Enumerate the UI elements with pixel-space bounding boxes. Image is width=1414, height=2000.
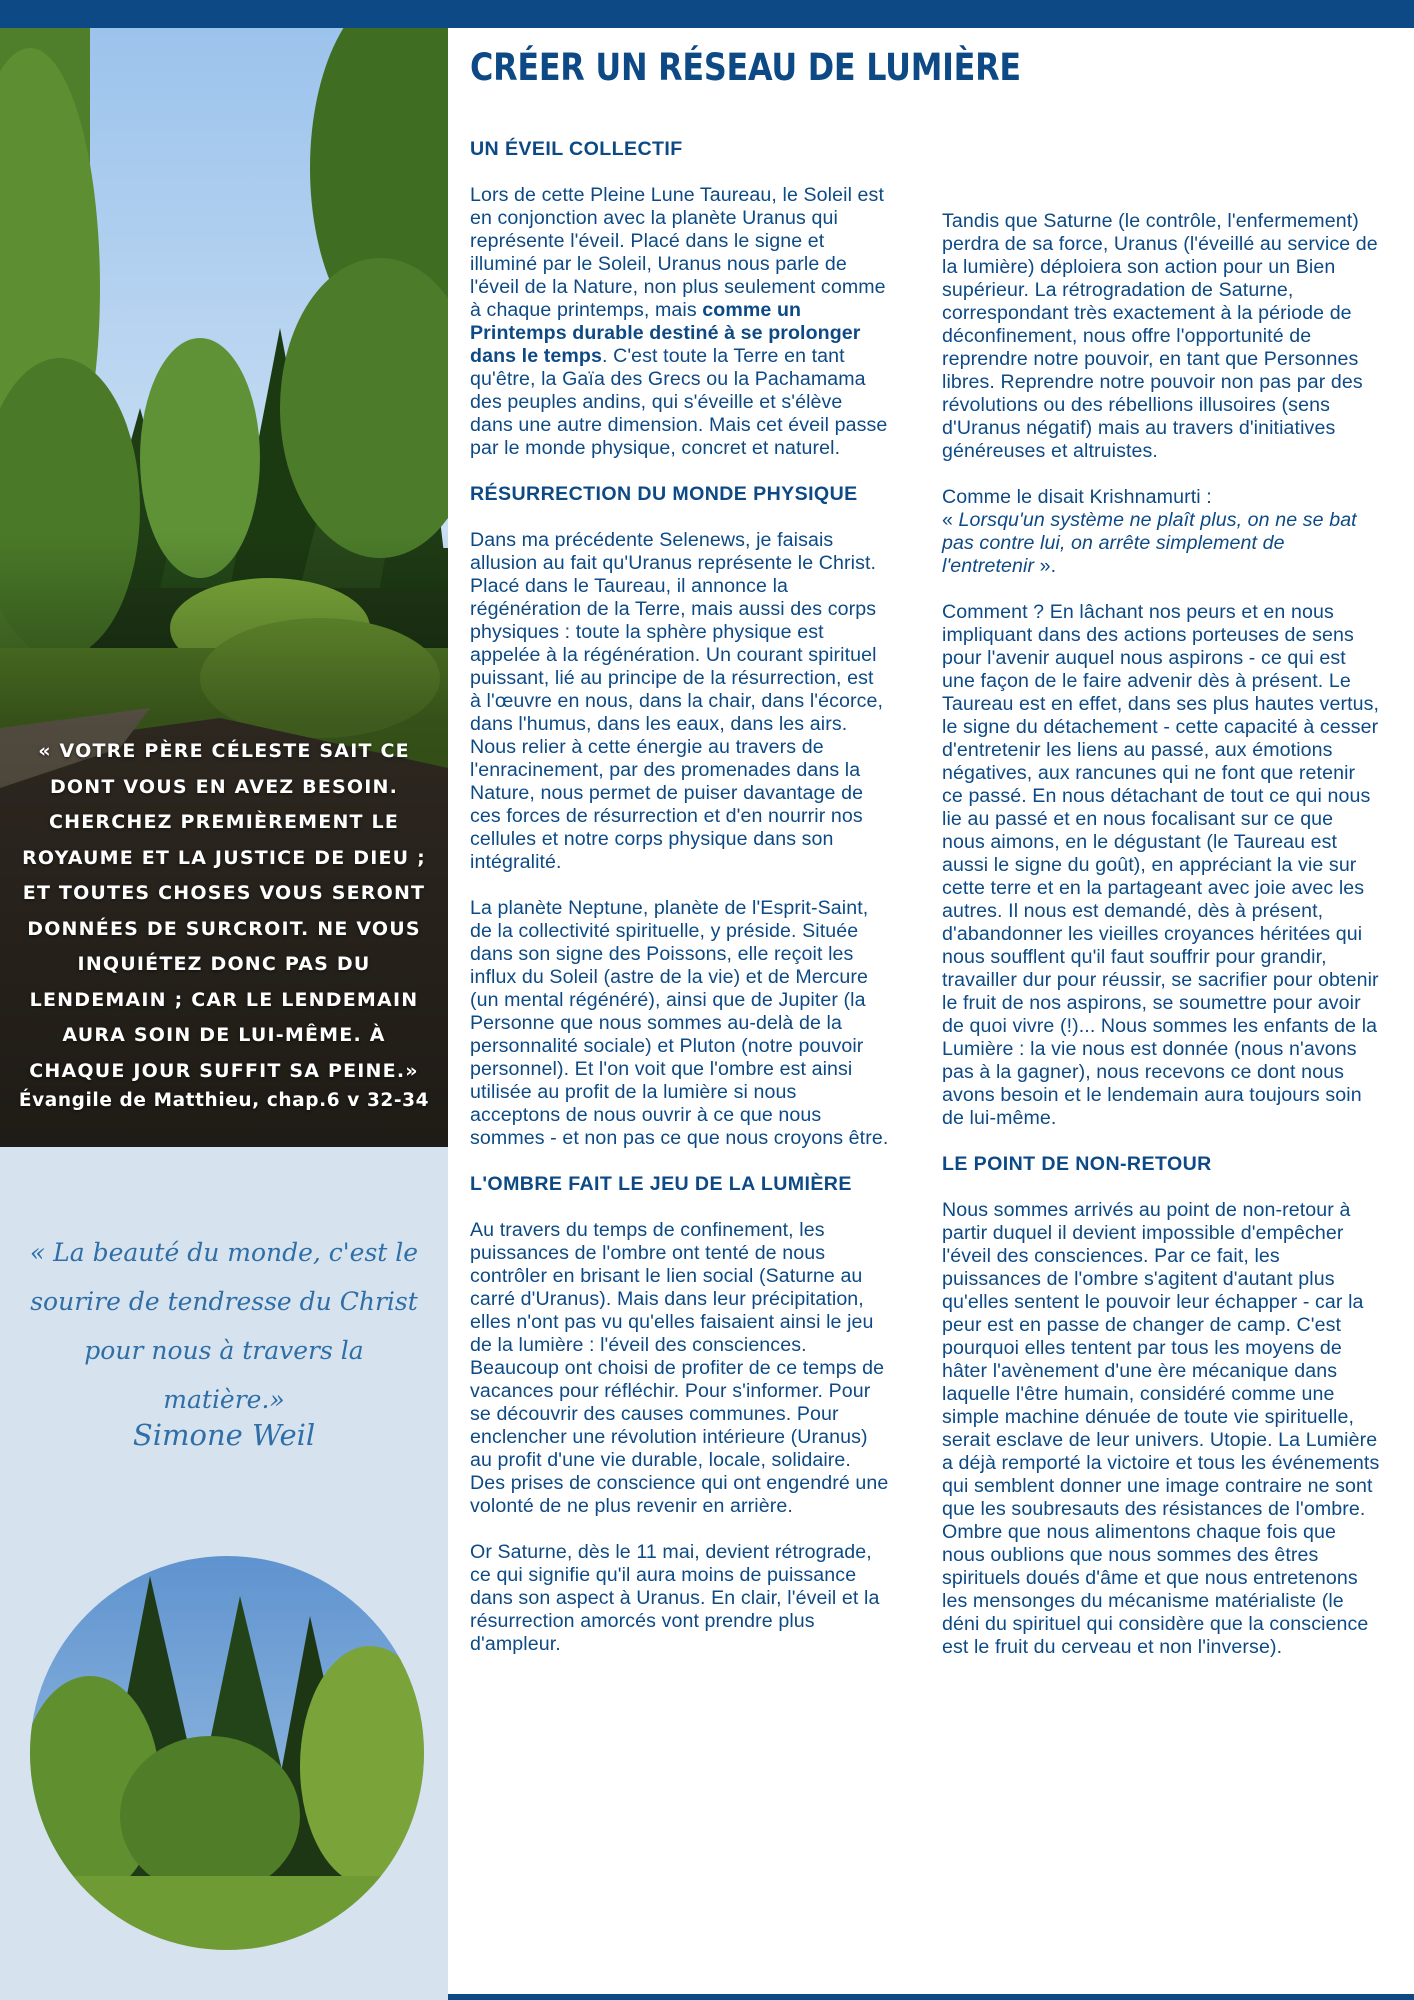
- section-heading-resurrection: RÉSURRECTION DU MONDE PHYSIQUE: [470, 483, 858, 505]
- sidebar: [0, 28, 448, 2000]
- paragraph-emphasis: comme un Printemps durable destiné à se prolonger dans le temps: [470, 299, 861, 367]
- bottom-line: [448, 1994, 1414, 2000]
- trees-circle-photo: [30, 1556, 424, 1950]
- paragraph-text: . C'est toute la Terre en tant qu'être, la Gaïa des Grecs ou la Pachamama des peuples andins, qui s'éveille et s'élève dans une autre dimension. Mais cet éveil passe par le monde physique, concret et naturel.: [470, 345, 888, 459]
- section-heading-eveil-collectif: UN ÉVEIL COLLECTIF: [470, 138, 683, 160]
- paragraph: Au travers du temps de confinement, les puissances de l'ombre ont tenté de nous contrôler en brisant le lien social (Saturne au carré d'Uranus). Mais dans leur précipitation, elles n'ont pas vu qu'elles faisaient ainsi le jeu de la lumière : l'éveil des consciences. Beaucoup ont choisi de profiter de ce temps de vacances pour réfléchir. Pour s'informer. Pour se découvrir des causes communes. Pour enclencher une révolution intérieure (Uranus) au profit d'une vie durable, locale, solidaire. Des prises de conscience qui ont engendré une volonté de ne plus revenir en arrière.: [470, 1219, 889, 1517]
- quote-mark: «: [942, 509, 959, 531]
- paragraph: Or Saturne, dès le 11 mai, devient rétrograde, ce qui signifie qu'il aura moins de puissance dans son aspect à Uranus. En clair, l'éveil et la résurrection amorcés vont prendre plus d'ampleur.: [470, 1541, 880, 1655]
- article-column-left: [470, 138, 890, 1679]
- weil-quote: « La beauté du monde, c'est le sourire de tendresse du Christ pour nous à travers la matière.»: [29, 1238, 419, 1414]
- section-heading-ombre: L'OMBRE FAIT LE JEU DE LA LUMIÈRE: [470, 1173, 852, 1195]
- top-bar: [0, 0, 1414, 28]
- paragraph: Comment ? En lâchant nos peurs et en nous impliquant dans des actions porteuses de sens pour l'avenir auquel nous aspirons - ce qui est une façon de le faire advenir dès à présent. Le Taureau est en effet, dans ses plus hautes vertus, le signe du détachement - cette capacité à cesser d'entretenir les liens au passé, aux émotions négatives, aux rancunes qui ne font que retenir ce passé. En nous détachant de tout ce qui nous lie au passé et en nous focalisant sur ce que nous aimons, en le dégustant (le Taureau est aussi le signe du goût), en appréciant la vie sur cette terre et en la partageant avec joie avec les autres. Il nous est demandé, dès à présent, d'abandonner les vieilles croyances héritées qui nous soufflent qu'il faut souffrir pour grandir, travailler dur pour réussir, se sacrifier pour obtenir le fruit de nos aspirons, se soumettre pour avoir de quoi vivre (!)... Nous sommes les enfants de la Lumière : la vie nous est donnée (nous n'avons pas à la gagner), nous recevons ce dont nous avons besoin et le lendemain aura toujours soin de lui-même.: [942, 601, 1380, 1129]
- paragraph: Dans ma précédente Selenews, je faisais allusion au fait qu'Uranus représente le Christ. Placé dans le Taureau, il annonce la régénération de la Terre, mais aussi des corps physiques : toute la sphère physique est appelée à la régénération. Un courant spirituel puissant, lié au principe de la résurrection, est à l'œuvre en nous, dans la chair, dans l'écorce, dans l'humus, dans les eaux, dans les airs. Nous relier à cette énergie au travers de l'enracinement, par des promenades dans la Nature, nous permet de puiser davantage de ces forces de résurrection et d'en nourrir nos cellules et notre corps physique dans son intégralité.: [470, 529, 884, 873]
- weil-quote-author: Simone Weil: [132, 1418, 316, 1452]
- quote-text: Lorsqu'un système ne plaît plus, on ne se bat pas contre lui, on arrête simplement de l'entretenir: [942, 509, 1357, 577]
- quote-mark: ».: [1034, 555, 1057, 577]
- article-column-right: [942, 210, 1380, 1682]
- paragraph-text: Lors de cette Pleine Lune Taureau, le Soleil est en conjonction avec la planète Uranus qui représente l'éveil. Placé dans le signe et illuminé par le Soleil, Uranus nous parle de l'éveil de la Nature, non plus seulement comme à chaque printemps, mais: [470, 184, 886, 321]
- krishnamurti-quote: [942, 486, 1380, 578]
- gospel-verse-reference: Évangile de Matthieu, chap.6 v 32-34: [18, 1090, 430, 1111]
- paragraph: Nous sommes arrivés au point de non-retour à partir duquel il devient impossible d'empêcher l'éveil des consciences. Par ce fait, les puissances de l'ombre s'agitent d'autant plus qu'elles sentent le pouvoir leur échapper - car la peur est en passe de changer de camp. C'est pourquoi elles tentent par tous les moyens de hâter l'avènement d'une ère mécanique dans laquelle l'être humain, considéré comme une simple machine dénuée de toute vie spirituelle, serait esclave de leur univers. Utopie. La Lumière a déjà remporté la victoire et tous les événements qui semblent donner une image contraire ne sont que les soubresauts des résistances de l'ombre. Ombre que nous alimentons chaque fois que nous oublions que nous sommes des êtres spirituels doués d'âme et que nous entretenons les mensonges du mécanisme matérialiste (le déni du spirituel qui considère que la conscience est le fruit du cerveau et non l'inverse).: [942, 1199, 1380, 1658]
- page-title: CRÉER UN RÉSEAU DE LUMIÈRE: [470, 46, 1021, 89]
- paragraph-text: Comme le disait Krishnamurti :: [942, 486, 1212, 508]
- gospel-verse: « VOTRE PÈRE CÉLESTE SAIT CE DONT VOUS EN AVEZ BESOIN. CHERCHEZ PREMIÈREMENT LE ROYAUME ET LA JUSTICE DE DIEU ; ET TOUTES CHOSES VOUS SERONT DONNÉES DE SURCROIT. NE VOUS INQUIÉTEZ DONC PAS DU LENDEMAIN ; CAR LE LENDEMAIN AURA SOIN DE LUI-MÊME. À CHAQUE JOUR SUFFIT SA PEINE.»: [22, 740, 426, 1082]
- paragraph: La planète Neptune, planète de l'Esprit-Saint, de la collectivité spirituelle, y préside. Située dans son signe des Poissons, elle reçoit les influx du Soleil (astre de la vie) et de Mercure (un mental régénéré), ainsi que de Jupiter (la Personne que nous sommes au-delà de la personnalité sociale) et Pluton (notre pouvoir personnel). Et l'on voit que l'ombre est ainsi utilisée au profit de la lumière si nous acceptons de nous ouvrir à ce que nous sommes - et non pas ce que nous croyons être.: [470, 897, 889, 1149]
- paragraph: [470, 184, 890, 460]
- section-heading-non-retour: LE POINT DE NON-RETOUR: [942, 1153, 1212, 1175]
- paragraph: Tandis que Saturne (le contrôle, l'enfermement) perdra de sa force, Uranus (l'éveillé au service de la lumière) déploiera son action pour un Bien supérieur. La rétrogradation de Saturne, correspondant très exactement à la période de déconfinement, nous offre l'opportunité de reprendre notre pouvoir, en tant que Personnes libres. Reprendre notre pouvoir non pas par des révolutions ou des rébellions illusoires (sens d'Uranus négatif) mais au travers d'initiatives généreuses et altruistes.: [942, 210, 1378, 462]
